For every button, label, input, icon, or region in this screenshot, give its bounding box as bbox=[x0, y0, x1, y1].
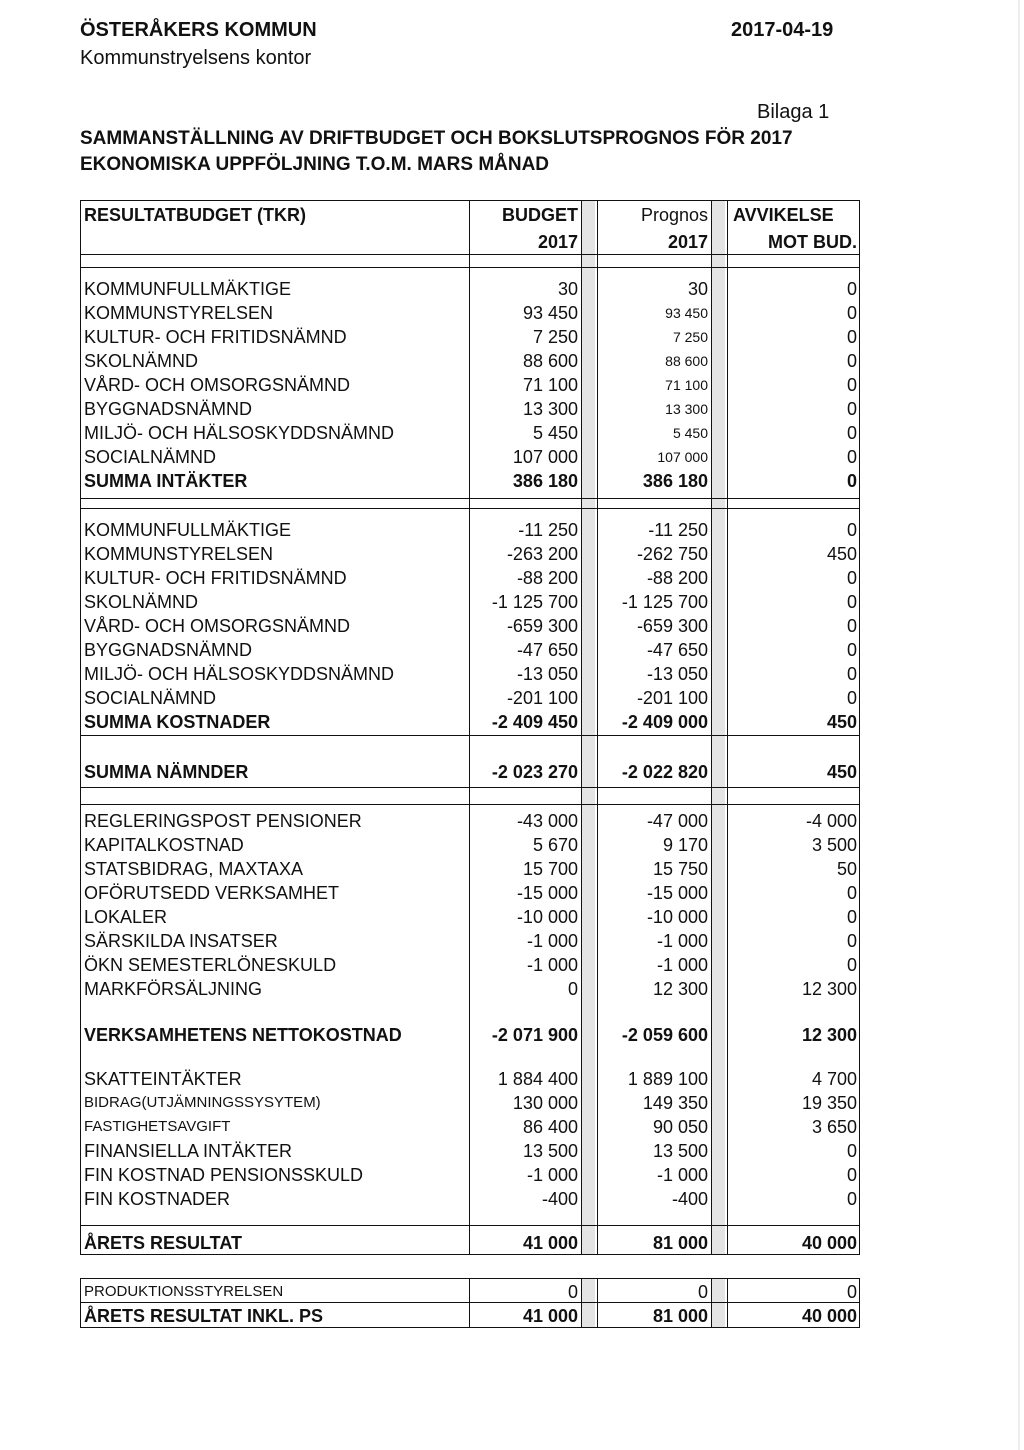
table-row bbox=[81, 542, 859, 566]
budget-value: 13 300 bbox=[522, 399, 578, 419]
row-label: BYGGNADSNÄMND bbox=[84, 399, 253, 419]
budget-value: -1 000 bbox=[526, 1165, 578, 1185]
table-row bbox=[81, 881, 859, 905]
table-row bbox=[81, 929, 859, 953]
budget-value: 71 100 bbox=[522, 375, 578, 395]
deviation-value: 0 bbox=[846, 907, 857, 927]
ps-table bbox=[80, 1278, 860, 1328]
prognos-value: -1 000 bbox=[656, 1165, 708, 1185]
deviation-value: 0 bbox=[846, 279, 857, 299]
budget-value: -400 bbox=[541, 1189, 578, 1209]
deviation-value: 0 bbox=[846, 423, 857, 443]
table-row bbox=[81, 1139, 859, 1163]
deviation-value: 0 bbox=[846, 520, 857, 540]
prognos-value: -1 000 bbox=[656, 931, 708, 951]
deviation-value: 450 bbox=[826, 762, 857, 782]
budget-value: 5 670 bbox=[532, 835, 578, 855]
budget-value: -2 409 450 bbox=[491, 712, 578, 732]
table-row bbox=[81, 1067, 859, 1091]
row-label: VERKSAMHETENS NETTOKOSTNAD bbox=[84, 1025, 402, 1045]
section-rule bbox=[81, 498, 859, 499]
deviation-value: 0 bbox=[846, 351, 857, 371]
budget-value: 0 bbox=[567, 1282, 578, 1302]
deviation-value: 0 bbox=[846, 1282, 857, 1302]
budget-header: BUDGET bbox=[502, 205, 578, 225]
table-row bbox=[81, 373, 859, 397]
table-row bbox=[81, 518, 859, 542]
document-title: SAMMANSTÄLLNING AV DRIFTBUDGET OCH BOKSLUTSPROGNOS FÖR 2017 bbox=[80, 128, 793, 149]
prognos-value: -10 000 bbox=[646, 907, 708, 927]
deviation-value: 0 bbox=[846, 664, 857, 684]
prognos-header: Prognos bbox=[640, 205, 708, 225]
table-row bbox=[81, 1091, 859, 1115]
budget-value: 15 700 bbox=[522, 859, 578, 879]
budget-year: 2017 bbox=[537, 232, 578, 252]
prognos-value: -13 050 bbox=[646, 664, 708, 684]
prognos-value: 81 000 bbox=[652, 1306, 708, 1326]
deviation-value: 0 bbox=[846, 1165, 857, 1185]
deviation-value: 0 bbox=[846, 399, 857, 419]
budget-value: -1 125 700 bbox=[491, 592, 578, 612]
prognos-value: 30 bbox=[687, 279, 708, 299]
table-row bbox=[81, 710, 859, 734]
row-label: KOMMUNFULLMÄKTIGE bbox=[84, 520, 292, 540]
prognos-value: -15 000 bbox=[646, 883, 708, 903]
table-row bbox=[81, 638, 859, 662]
table-row bbox=[81, 953, 859, 977]
table-row bbox=[81, 590, 859, 614]
table-row bbox=[81, 662, 859, 686]
row-label: SKATTEINTÄKTER bbox=[84, 1069, 242, 1089]
row-label: BYGGNADSNÄMND bbox=[84, 640, 253, 660]
budget-value: -201 100 bbox=[506, 688, 578, 708]
deviation-value: 0 bbox=[846, 471, 857, 491]
budget-value: 41 000 bbox=[522, 1233, 578, 1253]
budget-value: 7 250 bbox=[532, 327, 578, 347]
budget-value: 130 000 bbox=[512, 1093, 578, 1113]
table-row bbox=[81, 277, 859, 301]
row-label: FIN KOSTNAD PENSIONSSKULD bbox=[84, 1165, 364, 1185]
table-row bbox=[81, 445, 859, 469]
table-row bbox=[81, 1187, 859, 1211]
prognos-value: -88 200 bbox=[646, 568, 708, 588]
row-label: SUMMA NÄMNDER bbox=[84, 762, 249, 782]
table-header-row-1 bbox=[81, 203, 859, 227]
budget-value: 88 600 bbox=[522, 351, 578, 371]
row-label: SKOLNÄMND bbox=[84, 592, 199, 612]
prognos-value: -659 300 bbox=[636, 616, 708, 636]
budget-value: 1 884 400 bbox=[497, 1069, 578, 1089]
row-label: ÅRETS RESULTAT INKL. PS bbox=[84, 1306, 324, 1326]
row-label: KAPITALKOSTNAD bbox=[84, 835, 244, 855]
row-label: ÖKN SEMESTERLÖNESKULD bbox=[84, 955, 337, 975]
deviation-value: -4 000 bbox=[805, 811, 857, 831]
budget-value: -88 200 bbox=[516, 568, 578, 588]
budget-value: -1 000 bbox=[526, 931, 578, 951]
deviation-value: 40 000 bbox=[801, 1306, 857, 1326]
budget-value: 5 450 bbox=[532, 423, 578, 443]
budget-value: -10 000 bbox=[516, 907, 578, 927]
row-label: PRODUKTIONSSTYRELSEN bbox=[84, 1283, 284, 1300]
row-label: KOMMUNFULLMÄKTIGE bbox=[84, 279, 292, 299]
table-row bbox=[81, 325, 859, 349]
deviation-value: 0 bbox=[846, 931, 857, 951]
prognos-value: 5 450 bbox=[672, 425, 708, 441]
prognos-value: 81 000 bbox=[652, 1233, 708, 1253]
deviation-value: 40 000 bbox=[801, 1233, 857, 1253]
section-rule bbox=[81, 267, 859, 268]
budget-table bbox=[80, 200, 860, 1255]
table-row bbox=[81, 857, 859, 881]
prognos-value: 88 600 bbox=[665, 353, 708, 369]
table-row bbox=[81, 1023, 859, 1047]
budget-value: -659 300 bbox=[506, 616, 578, 636]
row-label: FIN KOSTNADER bbox=[84, 1189, 231, 1209]
document-date: 2017-04-19 bbox=[731, 19, 834, 41]
row-label: VÅRD- OCH OMSORGSNÄMND bbox=[84, 616, 351, 636]
deviation-value: 0 bbox=[846, 616, 857, 636]
deviation-value: 19 350 bbox=[801, 1093, 857, 1113]
deviation-value: 0 bbox=[846, 375, 857, 395]
budget-value: 107 000 bbox=[512, 447, 578, 467]
prognos-value: -11 250 bbox=[648, 520, 708, 540]
budget-value: -1 000 bbox=[526, 955, 578, 975]
budget-value: -2 071 900 bbox=[491, 1025, 578, 1045]
deviation-value: 12 300 bbox=[801, 1025, 857, 1045]
table-row bbox=[81, 1231, 859, 1255]
prognos-value: 90 050 bbox=[652, 1117, 708, 1137]
row-label: MARKFÖRSÄLJNING bbox=[84, 979, 263, 999]
deviation-header: AVVIKELSE bbox=[733, 205, 834, 225]
budget-value: 93 450 bbox=[522, 303, 578, 323]
prognos-value: -201 100 bbox=[636, 688, 708, 708]
attachment-label: Bilaga 1 bbox=[757, 101, 830, 123]
deviation-subheader: MOT BUD. bbox=[768, 232, 857, 252]
deviation-value: 0 bbox=[846, 303, 857, 323]
deviation-value: 50 bbox=[836, 859, 857, 879]
table-row bbox=[81, 686, 859, 710]
prognos-value: 386 180 bbox=[642, 471, 708, 491]
row-label: SUMMA KOSTNADER bbox=[84, 712, 271, 732]
section-rule bbox=[81, 735, 859, 736]
row-label: VÅRD- OCH OMSORGSNÄMND bbox=[84, 375, 351, 395]
deviation-value: 0 bbox=[846, 1189, 857, 1209]
row-label: ÅRETS RESULTAT bbox=[84, 1233, 242, 1253]
row-label: SÄRSKILDA INSATSER bbox=[84, 931, 278, 951]
row-label: SOCIALNÄMND bbox=[84, 447, 217, 467]
row-label: KULTUR- OCH FRITIDSNÄMND bbox=[84, 327, 347, 347]
deviation-value: 0 bbox=[846, 688, 857, 708]
deviation-value: 0 bbox=[846, 883, 857, 903]
prognos-value: 13 300 bbox=[665, 401, 708, 417]
prognos-value: -2 059 600 bbox=[621, 1025, 708, 1045]
deviation-value: 450 bbox=[826, 544, 857, 564]
prognos-value: -2 409 000 bbox=[621, 712, 708, 732]
row-label: MILJÖ- OCH HÄLSOSKYDDSNÄMND bbox=[84, 423, 395, 443]
document-subtitle: EKONOMISKA UPPFÖLJNING T.O.M. MARS MÅNAD bbox=[80, 154, 550, 175]
prognos-value: -47 000 bbox=[646, 811, 708, 831]
row-label: LOKALER bbox=[84, 907, 168, 927]
table-row bbox=[81, 566, 859, 590]
prognos-year: 2017 bbox=[667, 232, 708, 252]
budget-value: -15 000 bbox=[516, 883, 578, 903]
section-rule bbox=[81, 787, 859, 788]
table-row bbox=[81, 1115, 859, 1139]
row-label: FINANSIELLA INTÄKTER bbox=[84, 1141, 293, 1161]
deviation-value: 450 bbox=[826, 712, 857, 732]
table-header-label: RESULTATBUDGET (TKR) bbox=[84, 205, 306, 225]
budget-value: 30 bbox=[557, 279, 578, 299]
section-rule bbox=[81, 804, 859, 805]
budget-value: 0 bbox=[567, 979, 578, 999]
deviation-value: 0 bbox=[846, 640, 857, 660]
table-row bbox=[81, 421, 859, 445]
prognos-value: 107 000 bbox=[657, 449, 708, 465]
row-label: OFÖRUTSEDD VERKSAMHET bbox=[84, 883, 340, 903]
prognos-value: -400 bbox=[671, 1189, 708, 1209]
table-header-row-2 bbox=[81, 230, 859, 254]
prognos-value: -262 750 bbox=[636, 544, 708, 564]
deviation-value: 12 300 bbox=[801, 979, 857, 999]
budget-value: -263 200 bbox=[506, 544, 578, 564]
row-label: KOMMUNSTYRELSEN bbox=[84, 303, 274, 323]
section-rule bbox=[81, 508, 859, 509]
prognos-value: 1 889 100 bbox=[627, 1069, 708, 1089]
deviation-value: 0 bbox=[846, 447, 857, 467]
prognos-value: 0 bbox=[697, 1282, 708, 1302]
row-label: MILJÖ- OCH HÄLSOSKYDDSNÄMND bbox=[84, 664, 395, 684]
budget-value: 86 400 bbox=[522, 1117, 578, 1137]
table-row bbox=[81, 349, 859, 373]
deviation-value: 3 650 bbox=[811, 1117, 857, 1137]
deviation-value: 0 bbox=[846, 327, 857, 347]
table-row bbox=[81, 833, 859, 857]
row-label: SKOLNÄMND bbox=[84, 351, 199, 371]
budget-value: -11 250 bbox=[518, 520, 578, 540]
prognos-value: 149 350 bbox=[642, 1093, 708, 1113]
table-row bbox=[81, 397, 859, 421]
table-row bbox=[81, 1280, 859, 1304]
prognos-value: 7 250 bbox=[672, 329, 708, 345]
row-label: STATSBIDRAG, MAXTAXA bbox=[84, 859, 304, 879]
deviation-value: 3 500 bbox=[811, 835, 857, 855]
row-label: FASTIGHETSAVGIFT bbox=[84, 1118, 231, 1135]
row-label: SUMMA INTÄKTER bbox=[84, 471, 248, 491]
prognos-value: -2 022 820 bbox=[621, 762, 708, 782]
section-rule bbox=[81, 1225, 859, 1226]
deviation-value: 4 700 bbox=[811, 1069, 857, 1089]
table-row bbox=[81, 760, 859, 784]
table-row bbox=[81, 614, 859, 638]
table-row bbox=[81, 469, 859, 493]
table-row bbox=[81, 1163, 859, 1187]
table-row bbox=[81, 301, 859, 325]
budget-value: 386 180 bbox=[512, 471, 578, 491]
table-row bbox=[81, 809, 859, 833]
department-name: Kommunstryelsens kontor bbox=[80, 47, 312, 69]
prognos-value: 93 450 bbox=[665, 305, 708, 321]
budget-value: 41 000 bbox=[522, 1306, 578, 1326]
table-row bbox=[81, 1304, 859, 1328]
deviation-value: 0 bbox=[846, 1141, 857, 1161]
budget-value: -2 023 270 bbox=[491, 762, 578, 782]
deviation-value: 0 bbox=[846, 568, 857, 588]
table-row bbox=[81, 905, 859, 929]
header-rule bbox=[81, 254, 859, 255]
budget-value: -43 000 bbox=[516, 811, 578, 831]
scan-edge bbox=[1018, 0, 1020, 1450]
prognos-value: -1 125 700 bbox=[621, 592, 708, 612]
row-label: BIDRAG(UTJÄMNINGSSYSYTEM) bbox=[84, 1094, 321, 1111]
row-label: KOMMUNSTYRELSEN bbox=[84, 544, 274, 564]
budget-value: -13 050 bbox=[516, 664, 578, 684]
table-row bbox=[81, 977, 859, 1001]
prognos-value: 13 500 bbox=[652, 1141, 708, 1161]
deviation-value: 0 bbox=[846, 955, 857, 975]
prognos-value: 71 100 bbox=[665, 377, 708, 393]
row-label: SOCIALNÄMND bbox=[84, 688, 217, 708]
budget-value: -47 650 bbox=[516, 640, 578, 660]
organization-name: ÖSTERÅKERS KOMMUN bbox=[80, 19, 317, 41]
deviation-value: 0 bbox=[846, 592, 857, 612]
row-label: KULTUR- OCH FRITIDSNÄMND bbox=[84, 568, 347, 588]
prognos-value: 12 300 bbox=[652, 979, 708, 999]
prognos-value: -1 000 bbox=[656, 955, 708, 975]
budget-value: 13 500 bbox=[522, 1141, 578, 1161]
prognos-value: 15 750 bbox=[652, 859, 708, 879]
prognos-value: 9 170 bbox=[662, 835, 708, 855]
row-label: REGLERINGSPOST PENSIONER bbox=[84, 811, 362, 831]
prognos-value: -47 650 bbox=[646, 640, 708, 660]
